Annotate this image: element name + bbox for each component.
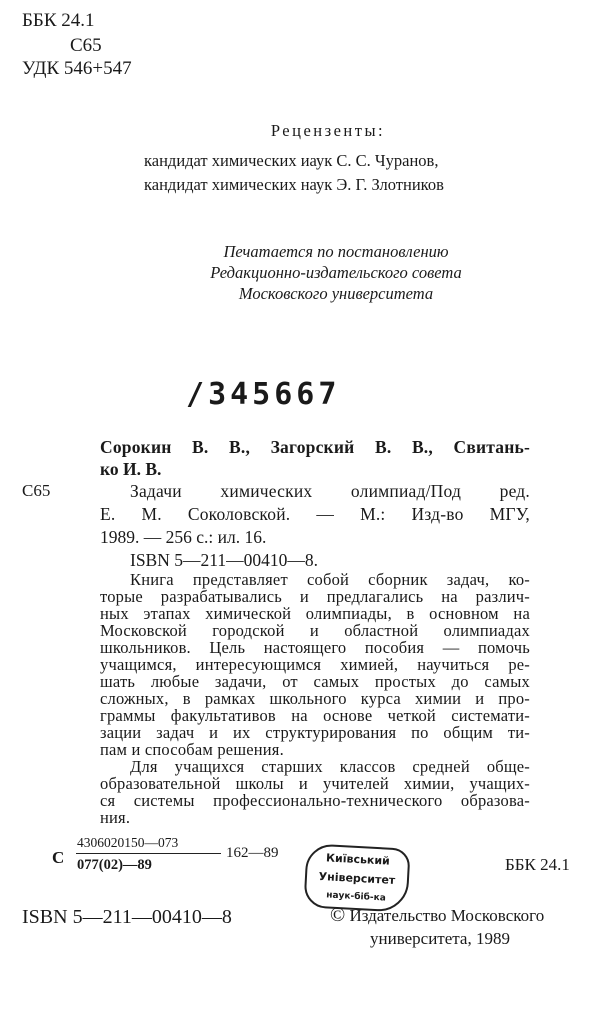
copyright-line-1 (330, 905, 544, 926)
imprint-line-3: Московского университета (238, 284, 434, 303)
reviewer-1: кандидат химических иаук С. С. Чуранов, (144, 151, 439, 170)
abstract-line: ных этапах химической олимпиады, в основном на (100, 606, 530, 623)
udk-code: УДК 546+547 (22, 58, 132, 79)
abstract-line: торые разрабатывались и предлагались на различ- (100, 589, 530, 606)
abstract-line: пам и способам решения. (100, 742, 284, 759)
title-line-3: 1989. — 256 с.: ил. 16. (100, 527, 267, 547)
imprint-line-1: Печатается по постановлению (223, 242, 449, 261)
formula-suffix: 162—89 (226, 845, 279, 861)
abstract-line: Московской городской и областной олимпиадах (100, 623, 530, 640)
catalog-code-entry: С65 (22, 481, 51, 500)
abstract-line: ся системы профессионально-технического образова- (100, 793, 530, 810)
formula-numerator: 4306020150—073 (77, 835, 179, 850)
abstract-line: граммы факультативов на основе четкой системати- (100, 708, 530, 725)
abstract-line: Для учащихся старших классов средней обще- (130, 759, 530, 776)
formula-denominator: 077(02)—89 (77, 857, 152, 873)
abstract-line: образовательной школы и учителей химии, учащих- (100, 776, 530, 793)
copyright-icon: © (330, 904, 346, 926)
catalog-code: С65 (70, 35, 102, 56)
stamp-line: наук-біб-ка (325, 890, 387, 904)
abstract-line: ния. (100, 810, 131, 827)
fraction-line (76, 853, 221, 854)
abstract-line: зации задач и их структурирования по общим ти- (100, 725, 530, 742)
inventory-number: /345667 (186, 377, 341, 412)
reviewers-heading: Рецензенты: (270, 121, 386, 140)
publisher: Издательство Московского (349, 906, 545, 925)
library-stamp (303, 843, 410, 912)
abstract-line: сложных, в рамках школьного курса химии и про- (100, 691, 530, 708)
abstract-line: шать любые задачи, от самых простых до самых (100, 674, 530, 691)
stamp-line: Університет (318, 870, 396, 887)
abstract-line: школьников. Цель настоящего пособия — помочь (100, 640, 530, 657)
isbn-entry: ISBN 5—211—00410—8. (130, 550, 318, 570)
copyright-line-2: университета, 1989 (370, 929, 510, 948)
abstract-line: Книга представляет собой сборник задач, ко- (130, 572, 530, 589)
title-line-1: Задачи химических олимпиад/Под ред. (130, 481, 530, 501)
imprint-line-2: Редакционно-издательского совета (210, 263, 462, 282)
reviewer-2: кандидат химических наук Э. Г. Злотников (144, 175, 444, 194)
abstract-line: учащимся, интересующимся химией, научиться ре- (100, 657, 530, 674)
inventory-number-value: 345667 (208, 377, 341, 412)
authors-line-2: ко И. В. (100, 459, 162, 479)
bottom-bbk: ББК 24.1 (505, 855, 570, 874)
bbk-code: ББК 24.1 (22, 10, 95, 31)
title-line-2: Е. М. Соколовской. — М.: Изд-во МГУ, (100, 504, 530, 524)
isbn: ISBN 5—211—00410—8 (22, 906, 232, 928)
authors-line-1: Сорокин В. В., Загорский В. В., Свитань- (100, 437, 530, 457)
stamp-line: Київський (325, 851, 391, 868)
formula-letter: С (52, 848, 65, 867)
